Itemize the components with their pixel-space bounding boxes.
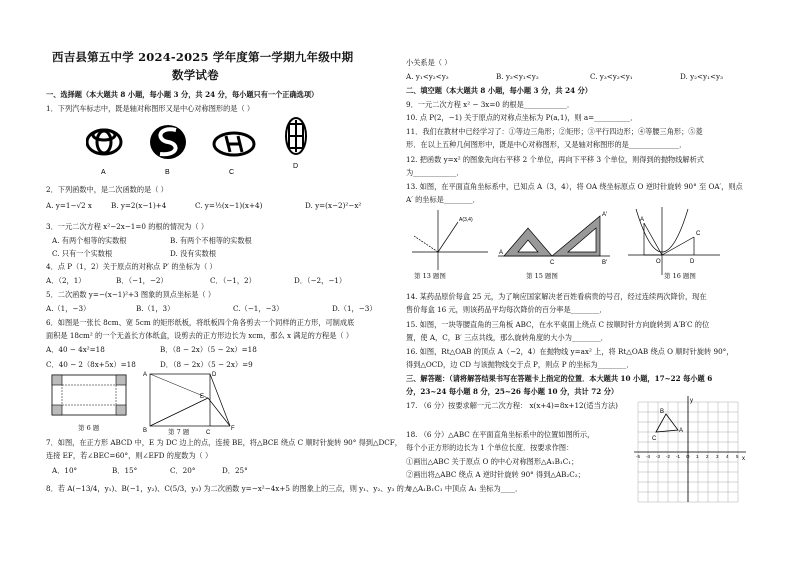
grid-x-tick: O bbox=[686, 454, 690, 459]
toyota-logo-icon bbox=[87, 130, 121, 154]
page-subtitle: 数学试卷 bbox=[172, 68, 219, 82]
q8-option-d: D. y₂<y₁<y₃ bbox=[680, 72, 723, 81]
question-8: 8．若 A(−13/4，y₁)、B(−1，y₂)、C(5/3，y₃) 为二次函数 y=−x²−4x+5 的图象上的三点，则 y₁、y₂、y₃ 的大 bbox=[46, 484, 412, 493]
figure-6-caption: 第 6 题 bbox=[78, 424, 100, 432]
coordinate-grid bbox=[630, 394, 748, 506]
q1-label-b: B bbox=[165, 169, 170, 176]
grid-x-tick: 1 bbox=[696, 454, 699, 459]
q4-option-d: D．（−2，−1） bbox=[294, 276, 347, 285]
question-2: 2．下列函数中，是二次函数的是（ ） bbox=[46, 185, 168, 194]
svg-text:D: D bbox=[690, 259, 695, 265]
question-6-line1: 6．如图是一张长 8cm、宽 5cm 的矩形纸板，将纸板四个角各剪去一个同样的正方形，可制成底 bbox=[46, 318, 355, 327]
page-title: 西吉县第五中学 2024-2025 学年度第一学期九年级中期 bbox=[52, 50, 354, 64]
question-18-line1: 18. （6 分）△ABC 在平面直角坐标系中的位置如图所示， bbox=[406, 430, 595, 439]
question-18-step2: ②画出将△ABC 绕点 A 逆时针旋转 90° 得到△AB₂C₂； bbox=[406, 470, 585, 479]
question-18-step1: ①画出△ABC 关于原点 O 的中心对称图形△A₁B₁C₁； bbox=[406, 457, 579, 466]
grid-x-tick: -2 bbox=[666, 454, 671, 459]
question-15-line1: 15. 如图，一块等腰直角的三角板 ABC，在水平桌面上绕点 C 按顺时针方向旋转到 A′B′C 的位 bbox=[406, 320, 710, 329]
q7-option-a: A．10° bbox=[52, 466, 78, 475]
svg-text:A′: A′ bbox=[602, 212, 608, 218]
figure-13-caption: 第 13 题图 bbox=[414, 272, 446, 280]
q3-option-b: B. 有两个不相等的实数根 bbox=[170, 236, 252, 245]
grid-x-tick: -4 bbox=[646, 454, 651, 459]
grid-label-x: x bbox=[742, 456, 745, 462]
lincoln-logo-icon bbox=[286, 118, 306, 154]
question-13-line2: A′ 的坐标是________． bbox=[406, 195, 480, 204]
q5-option-d: D.（1，−3） bbox=[332, 304, 377, 313]
fig7-label-e: E bbox=[200, 394, 205, 400]
q8-option-b: B. y₃<y₁<y₂ bbox=[496, 72, 539, 81]
question-11-line2: 形．在以上五种几何图形中，既是中心对称图形，又是轴对称图形的是______________． bbox=[406, 140, 687, 149]
question-17: 17. （6 分）按要求解一元二次方程： x(x+4)=8x+12(适当方法) bbox=[406, 401, 618, 410]
figure-15 bbox=[496, 206, 612, 272]
q2-option-b: B. y=2(x−1)+4 bbox=[111, 201, 167, 210]
section-2-heading: 二、填空题（本大题共 8 小题，每小题 3 分，共 24 分） bbox=[406, 86, 592, 95]
grid-x-tick: 4 bbox=[726, 454, 729, 459]
question-9: 9．一元二次方程 x² − 3x=0 的根是____________． bbox=[406, 100, 575, 109]
question-16-line2: 得到△OCD，边 CD 与该抛物线交于点 P，则点 P 的坐标为________． bbox=[406, 360, 634, 369]
question-5: 5．二次函数 y=−(x−1)²+3 图象的顶点坐标是（ ） bbox=[46, 290, 216, 299]
q6-option-b: B．（8 − 2x）（5 − 2x）=18 bbox=[160, 345, 257, 354]
fig7-label-b: B bbox=[143, 428, 148, 434]
question-12-line1: 12. 把函数 y=x² 的图象先向右平移 2 个单位，再向下平移 3 个单位，则得到的抛物线解析式 bbox=[406, 155, 704, 164]
fig7-label-d: D bbox=[212, 372, 217, 378]
q7-option-b: B．15° bbox=[112, 466, 138, 475]
grid-label-a: A bbox=[679, 428, 684, 434]
q2-option-d: D. y=(x−2)²−x² bbox=[305, 201, 362, 210]
q3-option-d: D. 没有实数根 bbox=[170, 249, 217, 258]
grid-x-tick: 3 bbox=[716, 454, 719, 459]
grid-label-c: C bbox=[652, 436, 657, 442]
s-logo-icon bbox=[150, 125, 186, 159]
q3-option-a: A. 有两个相等的实数根 bbox=[52, 236, 127, 245]
question-18-step3: ③△A₁B₁C₁ 中顶点 A₁ 坐标为____． bbox=[406, 484, 523, 493]
q1-label-a: A bbox=[101, 169, 106, 176]
question-11-line1: 11．我们在教材中已经学习了：①等边三角形；②矩形；③平行四边形；④等腰三角形；⑤菱 bbox=[406, 127, 703, 136]
q4-option-a: A．（2，1） bbox=[46, 276, 86, 285]
question-8-continued: 小关系是（ ） bbox=[406, 58, 452, 67]
question-13-line1: 13. 如图，在平面直角坐标系中，已知点 A（3，4），将 OA 绕坐标原点 O 逆时针旋转 90° 至 OA′，则点 bbox=[406, 182, 743, 191]
q7-option-c: C．20° bbox=[170, 466, 196, 475]
question-10: 10. 点 P(2，−1) 关于原点的对称点坐标为 P(a,1)，则 a=__________． bbox=[406, 113, 638, 122]
q8-option-c: C. y₃<y₂<y₁ bbox=[590, 72, 633, 81]
figure-16-caption: 第 16 题图 bbox=[664, 272, 696, 280]
svg-text:A: A bbox=[499, 250, 504, 256]
svg-text:A: A bbox=[640, 217, 645, 223]
q5-option-c: C.（−1，−3） bbox=[233, 304, 284, 313]
svg-text:O: O bbox=[656, 259, 661, 265]
grid-x-tick: -5 bbox=[636, 454, 641, 459]
figure-13 bbox=[408, 208, 492, 272]
question-14-line2: 售价每盒 16 元，则该药品平均每次降价的百分率是________． bbox=[406, 305, 607, 314]
question-4: 4．点 P（1，2）关于原点的对称点 P′ 的坐标为（ ） bbox=[46, 262, 217, 271]
question-16-line1: 16. 如图，Rt△OAB 的顶点 A（−2，4）在抛物线 y=ax² 上，将 Rt△OAB 绕点 O 顺时针旋转 90°， bbox=[406, 347, 734, 356]
grid-x-tick: -1 bbox=[676, 454, 681, 459]
fig7-label-c: C bbox=[206, 430, 211, 436]
grid-x-tick: 5 bbox=[736, 454, 739, 459]
figure-7 bbox=[142, 368, 242, 436]
q4-option-c: C．（−1，2） bbox=[210, 276, 256, 285]
q2-option-c: C. y=½(x−1)(x+4) bbox=[195, 201, 263, 210]
q2-option-a: A. y=1−√2 x bbox=[46, 201, 92, 210]
fig7-label-a: A bbox=[143, 372, 148, 378]
section-1-heading: 一、选择题（本大题共 8 小题，每小题 3 分，共 24 分，每小题只有一个正确选项） bbox=[46, 90, 319, 99]
section-3-heading-line2: 分，23~24 每小题 8 分，25~26 每小题 10 分，共计 72 分） bbox=[406, 387, 619, 396]
question-15-line2: 置，使 A，C，B′ 三点共线，那么旋转角度的大小为________． bbox=[406, 333, 608, 342]
question-3: 3．一元二次方程 x²−2x−1=0 的根的情况为（ ） bbox=[46, 222, 209, 231]
question-1: 1．下列汽车标志中，既是轴对称图形又是中心对称图形的是（ ） bbox=[46, 104, 255, 113]
grid-x-tick: -3 bbox=[656, 454, 661, 459]
q6-option-c: C．40 − 2（8x+5x）=18 bbox=[46, 360, 136, 369]
q8-option-a: A. y₁<y₂<y₃ bbox=[406, 72, 449, 81]
q7-option-d: D．25° bbox=[222, 466, 248, 475]
q4-option-b: B．（−1，−2） bbox=[116, 276, 168, 285]
figure-16 bbox=[626, 205, 722, 277]
q3-option-c: C. 只有一个实数根 bbox=[52, 249, 113, 258]
q1-label-d: D bbox=[293, 163, 299, 170]
svg-text:C: C bbox=[696, 231, 701, 237]
fig7-label-f: F bbox=[231, 426, 235, 432]
q1-label-c: C bbox=[229, 169, 235, 176]
hyundai-logo-icon bbox=[214, 133, 254, 155]
grid-label-b: B bbox=[660, 409, 665, 415]
q6-option-a: A．40 − 4x²=18 bbox=[46, 345, 105, 354]
q5-option-a: A.（1，−3） bbox=[46, 304, 91, 313]
q6-option-d: D．（8 − 2x）（5 − 2x）=9 bbox=[160, 360, 253, 369]
question-7-line1: 7．如图，在正方形 ABCD 中，E 为 DC 边上的点，连接 BE，将△BCE 绕点 C 顺时针旋转 90° 得到△DCF， bbox=[46, 438, 402, 447]
question-12-line2: 为____________． bbox=[406, 168, 464, 177]
fig13-point-label: A(3,4) bbox=[459, 217, 473, 223]
figure-15-caption: 第 15 题图 bbox=[526, 272, 558, 280]
q5-option-b: B.（1，3） bbox=[136, 304, 175, 313]
question-6-line2: 面积是 18cm² 的一个无盖长方体纸盒，设剪去的正方形边长为 xcm，那么 x 满足的方程是（ ） bbox=[46, 331, 354, 340]
figure-7-caption: 第 7 题 bbox=[168, 428, 190, 436]
question-14-line1: 14. 某药品原价每盒 25 元，为了响应国家解决老百姓看病贵的号召，经过连续两次降价，现在 bbox=[406, 292, 707, 301]
grid-label-y: y bbox=[690, 398, 693, 404]
grid-x-tick: 2 bbox=[706, 454, 709, 459]
question-7-line2: 连接 EF，若∠BEC=60°，则∠EFD 的度数为（ ） bbox=[46, 451, 213, 460]
svg-text:C: C bbox=[550, 260, 555, 266]
section-3-heading-line1: 三、解答题：（请将解答结果书写在答题卡上指定的位置．本大题共 10 小题，17~22 每小题 6 bbox=[406, 374, 713, 383]
question-18-line2: 每个小正方形的边长为 1 个单位长度．按要求作图： bbox=[406, 443, 574, 452]
svg-text:B′: B′ bbox=[602, 260, 608, 266]
q1-logo-figures bbox=[86, 116, 348, 176]
